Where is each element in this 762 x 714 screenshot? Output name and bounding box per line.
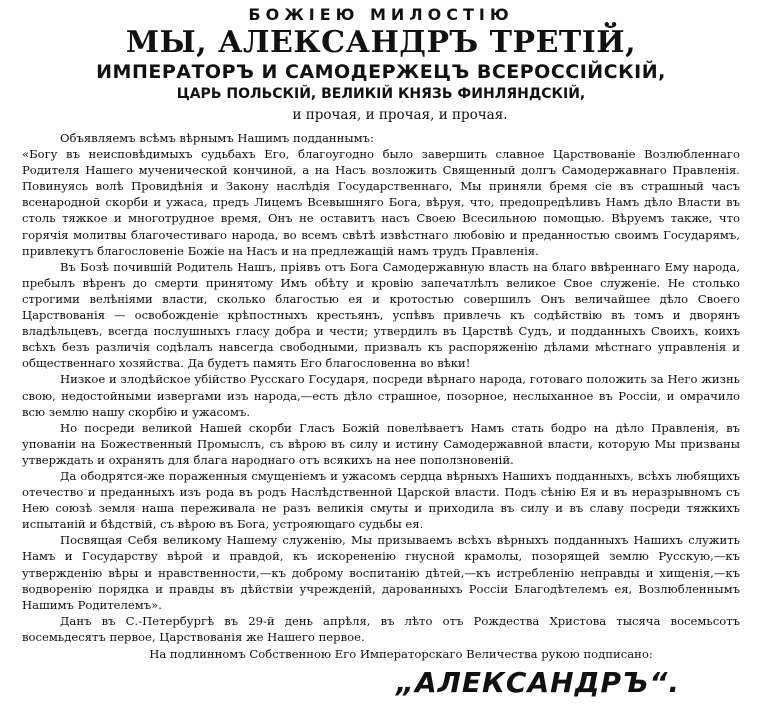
manifesto-body — [22, 130, 740, 645]
paragraph-1: «Богу въ неисповѣдимыхъ судьбахъ Его, благоугодно было завершить славное Царствованіе Возлюбленнаго Родителя Нашего мученической кончиной, а на Насъ возложить Священный долгъ Самодержавнаго Правленія. Повинуясь волѣ Провидѣнія и Закону наслѣдія Государственнаго, Мы приняли бремя сіе въ страшный часъ всенародной скорби и ужаса, предъ Лицемъ Всевышняго Бога, вѣруя, что, предопредѣливъ Намъ дѣло Власти въ столь тяжкое и многотрудное время, Онъ не оставитъ насъ Своею Всесильною помощью. Вѣруемъ также, что горячія молитвы благочестиваго народа, во всемъ свѣтѣ извѣстнаго любовію и преданностью своимъ Государямъ, привлекутъ благословеніе Божіе на Насъ и на предлежащій намъ трудъ Правленія. — [22, 147, 740, 258]
signature: „АЛЕКСАНДРЪ“. — [395, 666, 680, 699]
paragraph-2: Въ Бозѣ почившій Родитель Нашъ, пріявъ отъ Бога Самодержавную власть на благо ввѣреннаго Ему народа, пребылъ вѣренъ до смерти принятому Имъ обѣту и кровію запечатлѣлъ великое Свое служеніе. Не столько строгими велѣніями власти, сколько благостью ея и кротостью совершилъ Онъ величайшее дѣло Своего Царствованія — освобожденіе крѣпостныхъ крестьянъ, успѣвъ привлечь къ содѣйствію въ томъ и дворянъ владѣльцевъ, всегда послушныхъ гласу добра и чести; утвердилъ въ Царствѣ Судъ, и подданныхъ Своихъ, коихъ всѣхъ безъ различія содѣлалъ навсегда свободными, призвалъ къ распоряженію дѣлами мѣстнаго управленія и общественнаго хозяйства. Да будетъ память Его благословенна во вѣки! — [22, 259, 740, 371]
signature-note: На подлинномъ Собственною Его Императорскаго Величества рукою подписано: — [149, 647, 653, 661]
header-emperor-title: ИМПЕРАТОРЪ И САМОДЕРЖЕЦЪ ВСЕРОССІЙСКІЙ, — [96, 61, 666, 83]
header-tsar-title: ЦАРЬ ПОЛЬСКІЙ, ВЕЛИКІЙ КНЯЗЬ ФИНЛЯНДСКІЙ, — [176, 86, 586, 102]
paragraph-date: Данъ въ С.-Петербургѣ въ 29-й день апрѣля, въ лѣто отъ Рождества Христова тысяча восемьсотъ восемьдесятъ первое, Царствованія же Нашего первое. — [22, 613, 740, 644]
paragraph-4: Но посреди великой Нашей скорби Гласъ Божій повелѣваетъ Намъ стать бодро на дѣло Правленія, въ упованіи на Божественный Промыслъ, съ вѣрою въ силу и истину Самодержавной власти, которую Мы призваны утверждать и охранять для блага народнаго отъ всякихъ на нее поползновеній. — [22, 420, 740, 467]
header-we-alexander: МЫ, АЛЕКСАНДРЪ ТРЕТІЙ, — [125, 25, 637, 60]
paragraph-6: Посвящая Себя великому Нашему служенію, Мы призываемъ всѣхъ вѣрныхъ подданныхъ Нашихъ служить Намъ и Государству вѣрой и правдой, къ искорененію гнусной крамолы, позорящей землю Русскую,—къ утвержденію вѣры и нравственности,—къ доброму воспитанію дѣтей,—къ истребленію неправды и хищенія,—къ водворенію порядка и правды въ дѣйствіи учрежденій, дарованныхъ Россіи Благодѣтелемъ ея, Возлюбленнымъ Нашимъ Родителемъ». — [22, 533, 740, 612]
paragraph-5: Да ободрятся-же пораженныя смущеніемъ и ужасомъ сердца вѣрныхъ Нашихъ подданныхъ, всѣхъ любящихъ отечество и преданныхъ изъ рода въ родъ Наслѣдственной Царской власти. Подъ сѣнію Ея и въ неразрывномъ съ Нею союзѣ земля наша переживала не разъ великія смуты и приходила въ силу и въ славу посреди тяжкихъ испытаній и бѣдствій, съ вѣрою въ Бога, устрояющаго судьбы ея. — [22, 468, 740, 532]
header-by-gods-grace: БОЖІЕЮ МИЛОСТІЮ — [248, 5, 514, 24]
paragraph-address: Объявляемъ всѣмъ вѣрнымъ Нашимъ подданнымъ: — [60, 131, 374, 145]
paragraph-3: Низкое и злодѣйское убійство Русскаго Государя, посреди вѣрнаго народа, готоваго положить за Него жизнь свою, недостойными извергами изъ народа,—есть дѣло страшное, позорное, неслыханное въ Россіи, и омрачило всю землю нашу скорбію и ужасомъ. — [22, 372, 740, 419]
header-etc: и прочая, и прочая, и прочая. — [292, 107, 508, 123]
